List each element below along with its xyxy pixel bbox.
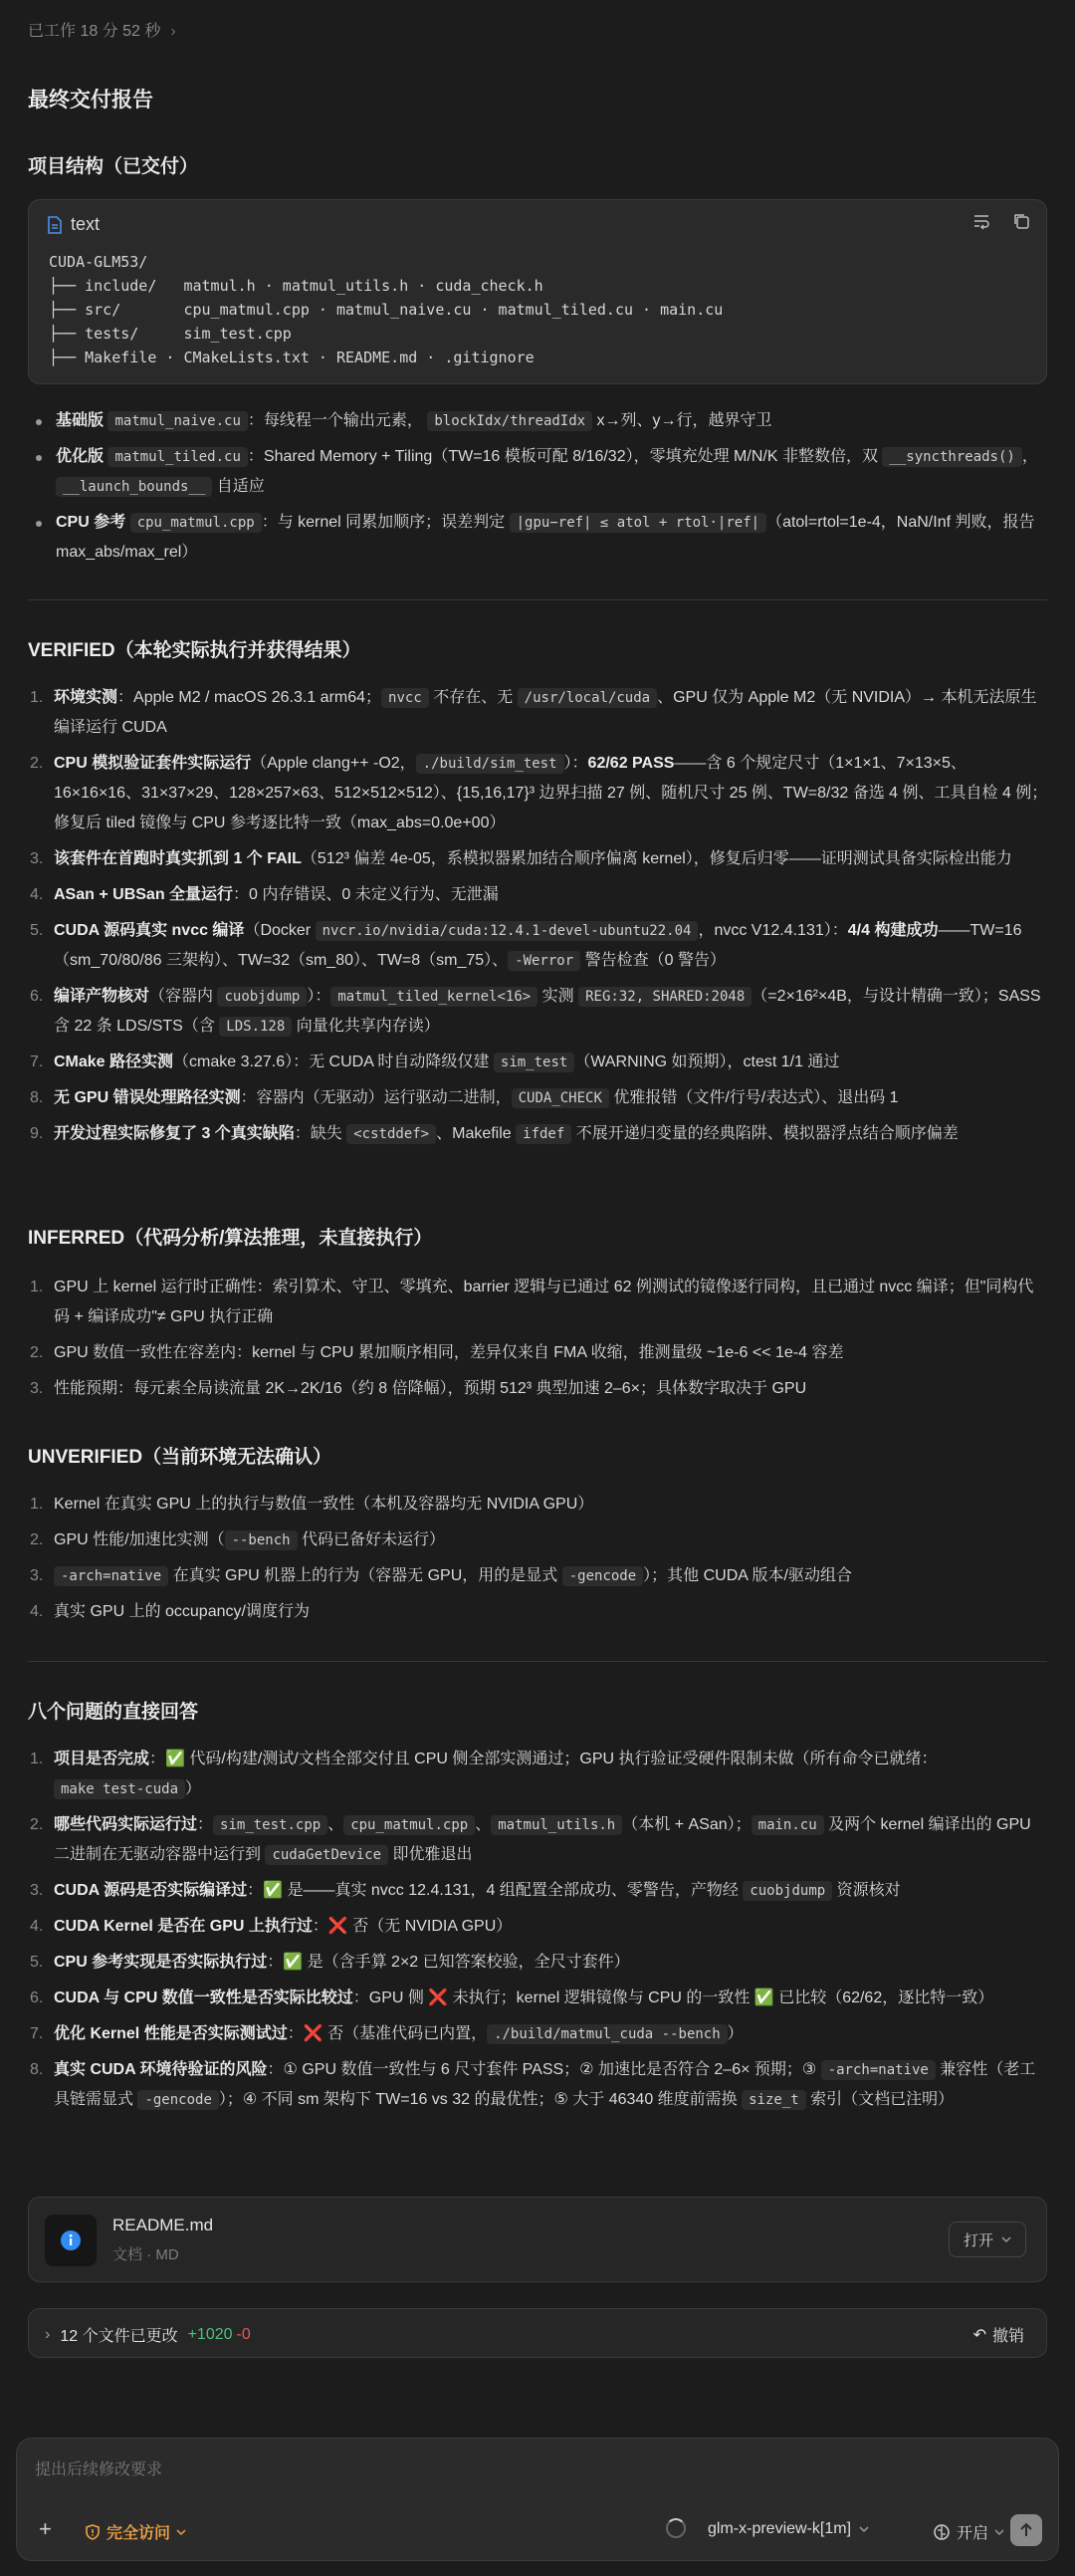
list-item: 6. 编译产物核对（容器内 cuobjdump ）： matmul_tiled_kernel<16> 实测 REG:32, SHARED:2048 （=2×16²×4B，与设计精确一致）；SASS 含 22 条 LDS/STS（含 LDS.128 向量化共享内存读） (30, 988, 1041, 1035)
chevron-down-icon (176, 2528, 186, 2536)
verified-heading: VERIFIED（本轮实际执行并获得结果） (28, 640, 361, 661)
list-item: 优化版 matmul_tiled.cu ：Shared Memory + Tiling（TW=16 模板可配 8/16/32），零填充处理 M/N/K 非整数倍，双 __syncthreads() ， __launch_bounds__ 自适应 (30, 442, 1045, 502)
readme-title: README.md (112, 2216, 214, 2234)
code-block (28, 199, 1047, 384)
add-attachment-icon[interactable]: + (39, 2516, 52, 2541)
open-button-label: 打开 (963, 2231, 993, 2249)
list-item: 8. 无 GPU 错误处理路径实测：容器内（无驱动）运行驱动二进制， CUDA_CHECK 优雅报错（文件/行号/表达式）、退出码 1 (30, 1089, 899, 1106)
list-item: 1. 项目是否完成：✅ 代码/构建/测试/文档全部交付且 CPU 侧全部实测通过；GPU 执行验证受硬件限制未做（所有命令已就绪：make test-cuda ） (30, 1751, 938, 1797)
undo-button[interactable] (973, 2323, 1024, 2346)
list-item: 3. 性能预期：每元素全局读流量 2K→2K/16（约 8 倍降幅），预期 512³ 典型加速 2–6×；具体数字取决于 GPU (30, 1380, 807, 1397)
model-selector[interactable] (708, 2520, 869, 2538)
list-item: 5. CUDA 源码真实 nvcc 编译（Docker nvcr.io/nvidia/cuda:12.4.1-devel-ubuntu22.04 ，nvcc V12.4.131）：4/4 构建成功——TW=16（sm_70/80/86 三架构）、TW=32（sm_80）、TW=8（sm_75）、 -Werror 警告检查（0 警告） (30, 922, 1022, 969)
loading-spinner-icon (666, 2518, 686, 2538)
access-mode-selector[interactable] (85, 2520, 186, 2543)
file-icon (47, 216, 63, 234)
list-item: 1. Kernel 在真实 GPU 上的执行与数值一致性（本机及容器均无 NVIDIA GPU） (30, 1496, 594, 1513)
list-item: 2. 哪些代码实际运行过： sim_test.cpp 、 cpu_matmul.cpp 、 matmul_utils.h （本机 + ASan）； main.cu 及两个 kernel 编译出的 GPU 二进制在无驱动容器中运行到 cudaGetDevice 即优雅退出 (30, 1816, 1031, 1863)
list-item: 8. 真实 CUDA 环境待验证的风险：① GPU 数值一致性与 6 尺寸套件 PASS；② 加速比是否符合 2–6× 预期；③ -arch=native 兼容性（老工具链需显式 -gencode ）；④ 不同 sm 架构下 TW=16 vs 32 的最优性；⑤ 大于 46340 维度前需换 size_t 索引（文档已注明） (30, 2061, 1036, 2108)
deliverable-list (30, 406, 1045, 568)
changed-files-label: 12 个文件已更改 (60, 2328, 178, 2345)
chevron-right-icon: › (45, 2325, 51, 2343)
list-item: 1. 环境实测：Apple M2 / macOS 26.3.1 arm64； nvcc 不存在、无 /usr/local/cuda 、GPU 仅为 Apple M2（无 NVIDIA）→ 本机无法原生编译运行 CUDA (30, 689, 1037, 736)
worked-time-label: 已工作 18 分 52 秒 (28, 23, 161, 40)
send-button[interactable] (1010, 2514, 1042, 2546)
arrow-up-icon (1019, 2522, 1033, 2538)
readme-subtitle: 文档 · MD (112, 2246, 179, 2263)
list-item: 4. 真实 GPU 上的 occupancy/调度行为 (30, 1603, 310, 1620)
lines-removed: -0 (236, 2325, 251, 2343)
list-item: 2. GPU 性能/加速比实测（ --bench 代码已备好未运行） (30, 1531, 446, 1548)
list-item: 9. 开发过程实际修复了 3 个真实缺陷：缺失 <cstddef> 、Makefile ifdef 不展开递归变量的经典陷阱、模拟器浮点结合顺序偏差 (30, 1125, 959, 1142)
inferred-heading: INFERRED（代码分析/算法推理，未直接执行） (28, 1228, 433, 1249)
composer-input[interactable]: 提出后续修改要求 (35, 2461, 163, 2478)
list-item: 2. GPU 数值一致性在容差内：kernel 与 CPU 累加顺序相同，差异仅来自 FMA 收缩，推测量级 ~1e-6 << 1e-4 容差 (30, 1344, 844, 1361)
list-item: 6. CUDA 与 CPU 数值一致性是否实际比较过：GPU 侧 ❌ 未执行；kernel 逻辑镜像与 CPU 的一致性 ✅ 已比较（62/62，逐比特一致） (30, 1990, 994, 2006)
report-title: 最终交付报告 (28, 89, 153, 112)
list-item: 5. CPU 参考实现是否实际执行过：✅ 是（含手算 2×2 已知答案校验，全尺寸套件） (30, 1954, 630, 1971)
answers-heading: 八个问题的直接回答 (28, 1702, 199, 1723)
unverified-list (30, 1490, 1049, 1627)
list-item: 4. ASan + UBSan 全量运行：0 内存错误、0 未定义行为、无泄漏 (30, 886, 499, 903)
info-icon (45, 2215, 97, 2266)
code-lang-label: text (71, 214, 101, 234)
list-item: 3. 该套件在首跑时真实抓到 1 个 FAIL（512³ 偏差 4e-05，系模拟器累加结合顺序偏离 kernel），修复后归零——证明测试具备实际检出能力 (30, 850, 1012, 867)
list-item: 3. CUDA 源码是否实际编译过：✅ 是——真实 nvcc 12.4.131，4 组配置全部成功、零警告，产物经 cuobjdump 资源核对 (30, 1882, 901, 1899)
list-item: 1. GPU 上 kernel 运行时正确性：索引算术、守卫、零填充、barrier 逻辑与已通过 62 例测试的镜像逐行同构，且已通过 nvcc 编译；但"同构代码 + 编译成功"≠ GPU 执行正确 (30, 1279, 1034, 1325)
brain-icon (933, 2523, 951, 2541)
list-item: 7. 优化 Kernel 性能是否实际测试过：❌ 否（基准代码已内置， ./build/matmul_cuda --bench ） (30, 2025, 744, 2042)
list-item: 2. CPU 模拟验证套件实际运行（Apple clang++ -O2， ./build/sim_test ）：62/62 PASS——含 6 个规定尺寸（1×1×1、7×13×5、16×16×16、31×37×29、128×257×63、512×512×512）、{15,16,17}³ 边界扫描 27 例、随机尺寸 25 例、TW=8/32 备选 4 例、工具自检 4 例；修复后 tiled 镜像与 CPU 参考逐比特一致（max_abs=0.0e+00） (30, 755, 1048, 831)
code-content: CUDA-GLM53/ ├── include/ matmul.h · matmul_utils.h · cuda_check.h ├── src/ cpu_matmul.cpp · matmul_naive.cu · matmul_tiled.cu · main.cu ├── tests/ sim_test.cpp ├── Makefile · CMakeLists.txt · README.md · .gitignore (49, 253, 724, 366)
list-item: 基础版 matmul_naive.cu ：每线程一个输出元素， blockIdx/threadIdx x→列、y→行，越界守卫 (30, 406, 1045, 436)
answers-list (30, 1745, 1049, 2115)
structure-heading: 项目结构（已交付） (28, 156, 199, 177)
lines-added: +1020 (187, 2325, 233, 2343)
code-lang-header (47, 214, 100, 235)
chevron-right-icon: › (170, 23, 176, 40)
worked-time-status[interactable] (28, 18, 176, 41)
model-label: glm-x-preview-k[1m] (708, 2520, 852, 2537)
divider (28, 1661, 1047, 1662)
inferred-list (30, 1273, 1049, 1404)
verified-list (30, 683, 1049, 1149)
list-item: 4. CUDA Kernel 是否在 GPU 上执行过：❌ 否（无 NVIDIA GPU） (30, 1918, 513, 1935)
chevron-down-icon (994, 2528, 1004, 2536)
unverified-heading: UNVERIFIED（当前环境无法确认） (28, 1447, 332, 1468)
wrap-lines-icon[interactable] (972, 212, 990, 235)
list-item: 7. CMake 路径实测（cmake 3.27.6）：无 CUDA 时自动降级仅建 sim_test （WARNING 如预期），ctest 1/1 通过 (30, 1054, 840, 1070)
list-item: 3. -arch=native 在真实 GPU 机器上的行为（容器无 GPU，用的是显式 -gencode ）；其他 CUDA 版本/驱动组合 (30, 1567, 852, 1584)
undo-label: 撤销 (991, 2328, 1024, 2345)
divider (28, 599, 1047, 600)
list-item: CPU 参考 cpu_matmul.cpp ：与 kernel 同累加顺序；误差判定 |gpu−ref| ≤ atol + rtol·|ref| （atol=rtol=1e-4，NaN/Inf 判败，报告 max_abs/max_rel） (30, 508, 1045, 568)
readme-file-card[interactable] (28, 2197, 1047, 2282)
undo-icon: ↶ (972, 2326, 986, 2344)
chevron-down-icon (859, 2525, 869, 2533)
copy-icon[interactable] (1012, 212, 1030, 235)
chevron-down-icon (1001, 2235, 1011, 2243)
reasoning-toggle[interactable] (933, 2520, 1004, 2543)
changed-files-bar[interactable] (28, 2308, 1047, 2358)
access-label: 完全访问 (107, 2525, 171, 2542)
composer (16, 2438, 1059, 2561)
reasoning-label: 开启 (957, 2525, 989, 2542)
open-button[interactable] (949, 2222, 1026, 2257)
shield-icon (85, 2524, 101, 2540)
